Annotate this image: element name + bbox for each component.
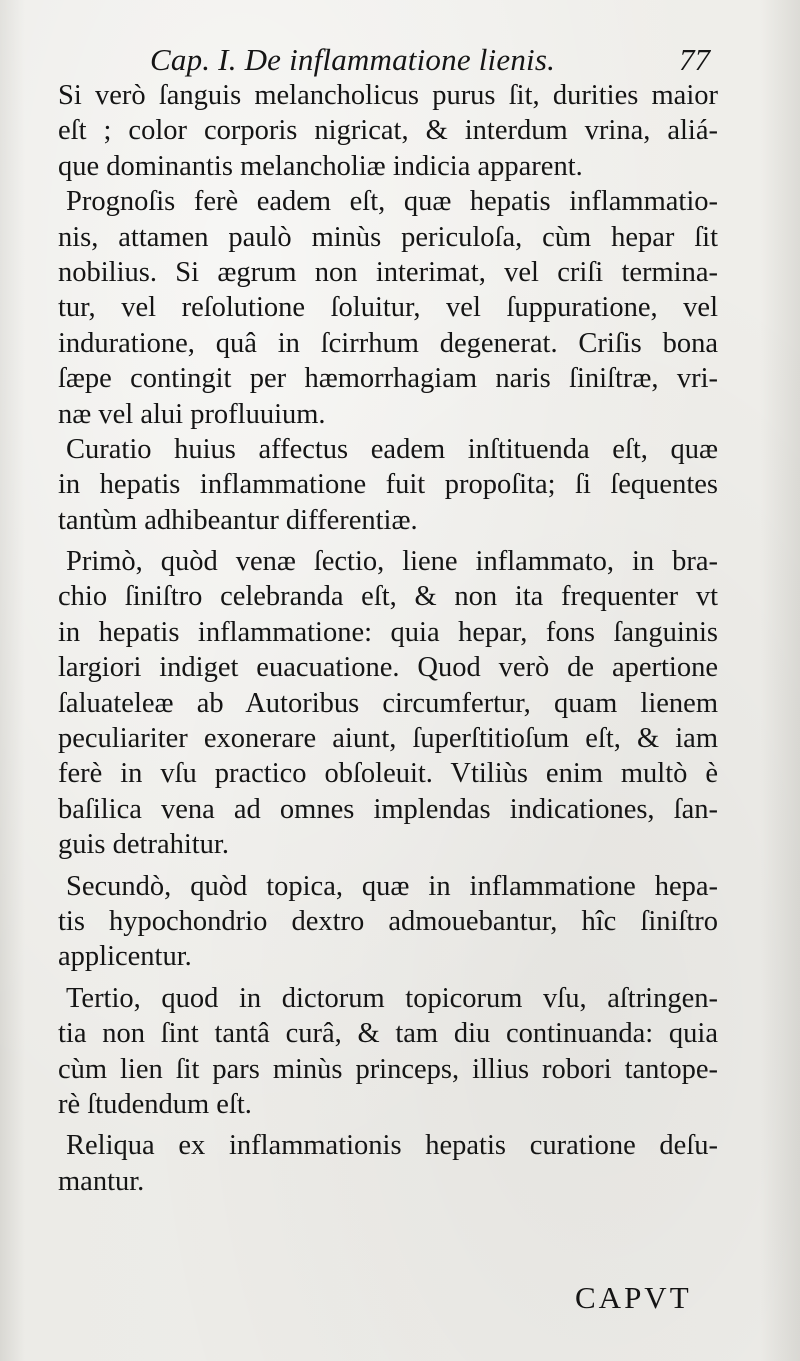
text-line: guis detrahitur.: [58, 829, 229, 861]
paragraph: [58, 1128, 718, 1199]
running-title: Cap. I. De inflammatione lienis.: [150, 42, 556, 77]
paragraph: [58, 981, 718, 1123]
running-head: [150, 42, 710, 82]
paragraph: [58, 78, 718, 184]
text-line: ſæpe contingit per hæmorrhagiam naris ſiniſtræ, vri-: [58, 363, 718, 395]
catchword: CAPVT: [575, 1280, 692, 1315]
text-line: Secundò, quòd topica, quæ in inflammatione hepa-: [66, 870, 718, 902]
paragraph: [58, 432, 718, 538]
text-line: in hepatis inflammatione fuit propoſita; ſi ſequentes: [58, 469, 718, 501]
text-line: mantur.: [58, 1165, 145, 1197]
text-line: in hepatis inflammatione: quia hepar, fons ſanguinis: [58, 616, 718, 648]
text-line: ſaluateleæ ab Autoribus circumfertur, quam lienem: [58, 687, 718, 719]
text-line: rè ſtudendum eſt.: [58, 1088, 252, 1120]
text-line: que dominantis melancholiæ indicia apparent.: [58, 150, 583, 182]
text-line: nobilius. Si ægrum non interimat, vel criſi termina-: [58, 256, 718, 288]
text-line: Curatio huius affectus eadem inſtituenda eſt, quæ: [66, 433, 718, 465]
text-line: Prognoſis ferè eadem eſt, quæ hepatis inflammatio-: [66, 186, 718, 218]
page-number: 77: [679, 42, 710, 77]
text-line: tis hypochondrio dextro admouebantur, hîc ſiniſtro: [58, 905, 718, 937]
text-line: peculiariter exonerare aiunt, ſuperſtitioſum eſt, & iam: [58, 723, 718, 755]
text-line: Reliqua ex inflammationis hepatis curatione deſu-: [66, 1130, 718, 1162]
body-text: [58, 78, 718, 1199]
text-line: largiori indiget euacuatione. Quod verò de apertione: [58, 652, 718, 684]
paragraph: [58, 184, 718, 432]
text-line: tantùm adhibeantur differentiæ.: [58, 504, 418, 536]
text-line: chio ſiniſtro celebranda eſt, & non ita frequenter vt: [58, 581, 718, 613]
text-line: Si verò ſanguis melancholicus purus ſit, durities maior: [58, 80, 718, 111]
paragraph: [58, 544, 718, 863]
text-line: induratione, quâ in ſcirrhum degenerat. Criſis bona: [58, 327, 718, 359]
text-line: cùm lien ſit pars minùs princeps, illius robori tantope-: [58, 1053, 718, 1085]
text-line: eſt ; color corporis nigricat, & interdum vrina, aliá-: [58, 115, 718, 147]
text-line: tur, vel reſolutione ſoluitur, vel ſuppuratione, vel: [58, 292, 718, 324]
text-line: nis, attamen paulò minùs periculoſa, cùm hepar ſit: [58, 221, 718, 253]
text-line: baſilica vena ad omnes implendas indicationes, ſan-: [58, 793, 718, 825]
text-line: næ vel alui profluuium.: [58, 398, 326, 430]
text-line: Tertio, quod in dictorum topicorum vſu, aſtringen-: [66, 982, 718, 1014]
paragraph: [58, 869, 718, 975]
text-line: Primò, quòd venæ ſectio, liene inflammato, in bra-: [66, 546, 718, 578]
text-line: ferè in vſu practico obſoleuit. Vtiliùs enim multò è: [58, 758, 718, 790]
text-line: applicentur.: [58, 941, 192, 973]
text-line: tia non ſint tantâ curâ, & tam diu continuanda: quia: [58, 1018, 718, 1050]
